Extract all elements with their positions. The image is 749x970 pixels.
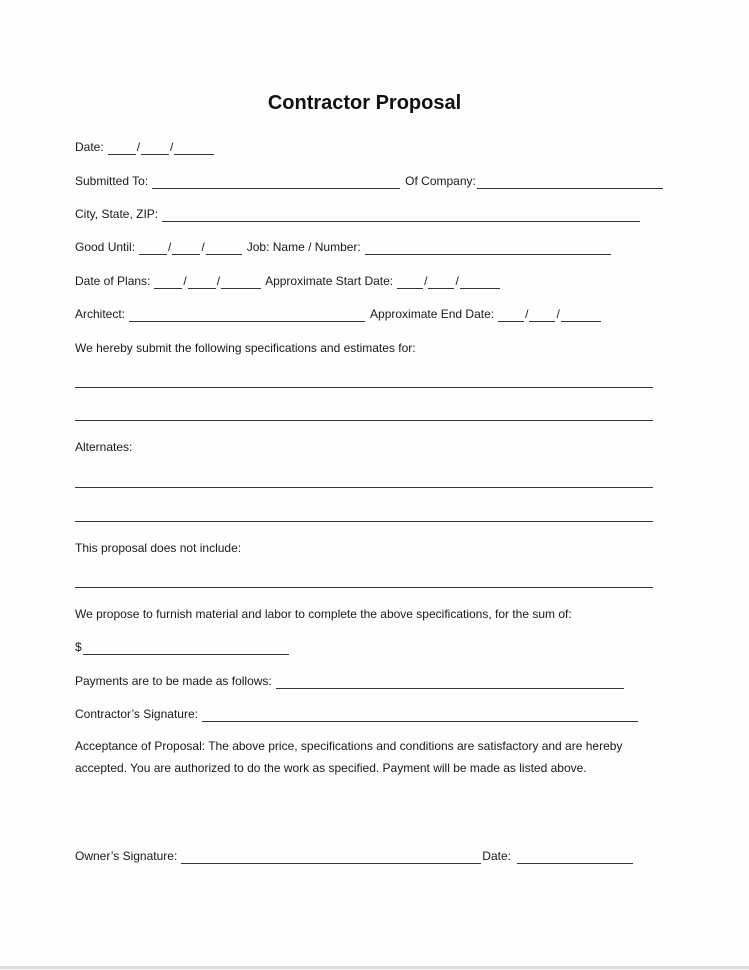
specifications-line-1[interactable] (75, 387, 653, 388)
contractor-signature-label: Contractor’s Signature: (75, 707, 198, 721)
sum-row (75, 639, 290, 655)
good-until-label: Good Until: (75, 240, 136, 254)
not-include-line[interactable] (75, 587, 653, 588)
job-label: Job: Name / Number: (246, 240, 361, 254)
slash: / (424, 274, 428, 288)
alternates-line-1[interactable] (75, 487, 653, 488)
city-state-zip-label: City, State, ZIP: (75, 207, 159, 221)
payments-row (75, 673, 625, 689)
contractor-signature-blank[interactable] (202, 709, 638, 722)
architect-row (75, 306, 602, 322)
date-label: Date: (75, 140, 104, 154)
not-include-label: This proposal does not include: (75, 541, 242, 555)
architect-label: Architect: (75, 307, 126, 321)
of-company-blank[interactable] (477, 176, 663, 189)
start-month-blank[interactable] (397, 276, 423, 289)
date-row (75, 139, 215, 155)
owner-signature-label: Owner’s Signature: (75, 849, 178, 863)
date-month-blank[interactable] (108, 142, 136, 155)
slash: / (136, 140, 141, 154)
sum-blank[interactable] (83, 642, 289, 655)
propose-label: We propose to furnish material and labor to complete the above specifications, for the sum of: (75, 607, 572, 621)
alternates-line-2[interactable] (75, 521, 653, 522)
alternates-label: Alternates: (75, 440, 133, 454)
approx-start-label: Approximate Start Date: (265, 274, 394, 288)
payments-label: Payments are to be made as follows: (75, 674, 272, 688)
city-state-zip-blank[interactable] (162, 209, 640, 222)
end-month-blank[interactable] (498, 309, 524, 322)
owner-signature-row (75, 848, 634, 864)
architect-blank[interactable] (129, 309, 365, 322)
city-row (75, 206, 641, 222)
end-year-blank[interactable] (561, 309, 601, 322)
plans-month-blank[interactable] (154, 276, 182, 289)
of-company-label: Of Company: (405, 174, 476, 188)
owner-date-label: Date: (482, 849, 511, 863)
start-year-blank[interactable] (460, 276, 500, 289)
slash: / (525, 307, 529, 321)
plans-day-blank[interactable] (188, 276, 216, 289)
date-of-plans-label: Date of Plans: (75, 274, 151, 288)
plans-row (75, 273, 501, 289)
dollar-sign: $ (75, 640, 82, 654)
slash: / (216, 274, 221, 288)
submitted-row (75, 173, 664, 189)
slash: / (183, 274, 187, 288)
submitted-to-label: Submitted To: (75, 174, 149, 188)
start-day-blank[interactable] (428, 276, 454, 289)
slash: / (168, 240, 172, 254)
specifications-line-2[interactable] (75, 420, 653, 421)
owner-date-blank[interactable] (517, 851, 633, 864)
approx-end-label: Approximate End Date: (370, 307, 495, 321)
page-title: Contractor Proposal (267, 92, 462, 114)
good-until-day-blank[interactable] (172, 242, 200, 255)
job-blank[interactable] (365, 242, 611, 255)
slash: / (455, 274, 459, 288)
end-day-blank[interactable] (529, 309, 555, 322)
good-until-year-blank[interactable] (206, 242, 242, 255)
acceptance-paragraph: Acceptance of Proposal: The above price, specifications and conditions are satisfactory and are hereby accepted. You are authorized to do the work as specified. Payment will be made as listed above. (75, 739, 623, 775)
payments-blank[interactable] (276, 676, 624, 689)
date-year-blank[interactable] (174, 142, 214, 155)
good-until-month-blank[interactable] (139, 242, 167, 255)
slash: / (556, 307, 560, 321)
specifications-label: We hereby submit the following specifications and estimates for: (75, 341, 416, 355)
date-day-blank[interactable] (141, 142, 169, 155)
contractor-signature-row (75, 706, 639, 722)
submitted-to-blank[interactable] (152, 176, 400, 189)
slash: / (201, 240, 205, 254)
slash: / (170, 140, 174, 154)
owner-signature-blank[interactable] (181, 851, 481, 864)
good-until-row (75, 239, 612, 255)
plans-year-blank[interactable] (221, 276, 261, 289)
